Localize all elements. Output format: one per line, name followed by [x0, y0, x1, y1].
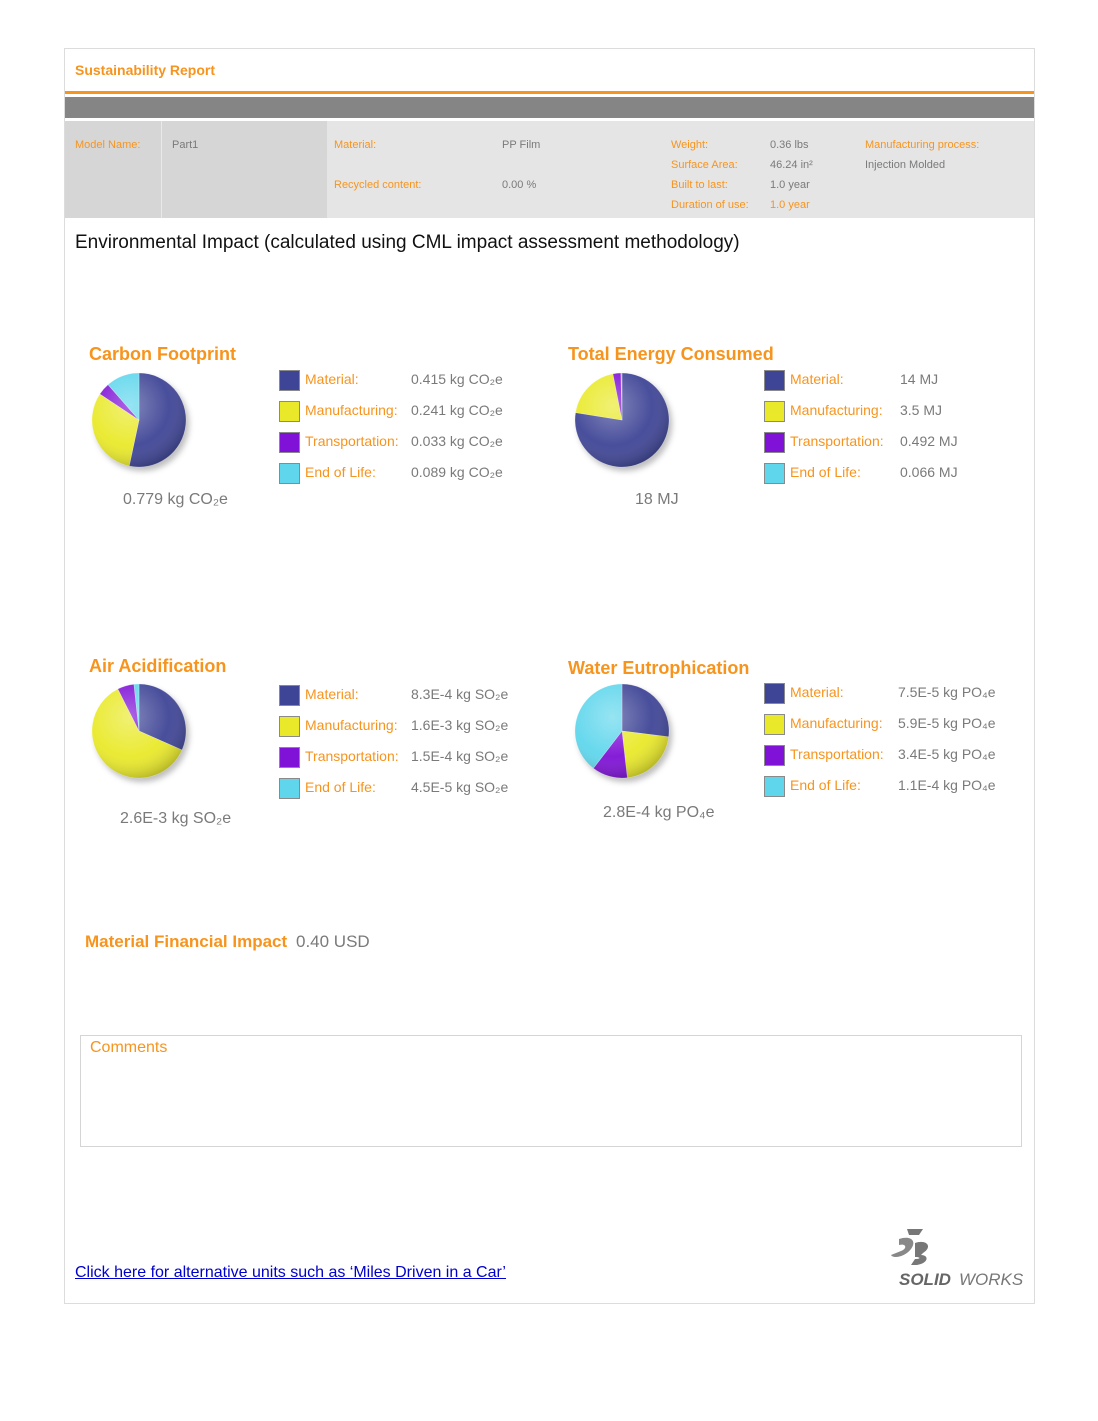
carbon-footprint-legend-row-end-of-life — [279, 463, 539, 485]
water-eutrophication-pie-gloss — [575, 684, 669, 778]
carbon-footprint-legend-value-end-of-life: 0.089 kg CO₂e — [411, 464, 503, 480]
recycled-value: 0.00 % — [502, 179, 537, 191]
model-name-block — [65, 121, 327, 218]
material-value: PP Film — [502, 139, 541, 151]
total-energy-legend-value-end-of-life: 0.066 MJ — [900, 464, 958, 480]
total-energy-legend-label-transportation: Transportation: — [790, 433, 884, 449]
air-acidification-legend-label-manufacturing: Manufacturing: — [305, 717, 398, 733]
surface-area-value: 46.24 in² — [770, 159, 813, 171]
air-acidification-legend-row-manufacturing — [279, 716, 539, 738]
material-label: Material: — [334, 139, 377, 151]
carbon-footprint-legend-label-manufacturing: Manufacturing: — [305, 402, 398, 418]
logo-text-works: WORKS — [959, 1270, 1024, 1289]
carbon-footprint-legend-value-manufacturing: 0.241 kg CO₂e — [411, 402, 503, 418]
air-acidification-legend-row-transportation — [279, 747, 539, 769]
weight-value: 0.36 lbs — [770, 139, 809, 151]
weight-label: Weight: — [671, 139, 709, 151]
air-acidification-legend-swatch-material — [279, 685, 300, 706]
air-acidification-legend-swatch-manufacturing — [279, 716, 300, 737]
water-eutrophication-legend-value-material: 7.5E-5 kg PO₄e — [898, 684, 996, 700]
alternative-units-link[interactable]: Click here for alternative units such as ‘Miles Driven in a Car’ — [75, 1264, 506, 1281]
header-bar — [65, 97, 1034, 118]
report-title: Sustainability Report — [75, 62, 216, 78]
water-eutrophication-legend-value-manufacturing: 5.9E-5 kg PO₄e — [898, 715, 996, 731]
process-value: Injection Molded — [865, 159, 946, 171]
total-energy-title: Total Energy Consumed — [568, 344, 774, 364]
air-acidification-total: 2.6E-3 kg SO₂e — [120, 810, 232, 827]
air-acidification-legend-value-transportation: 1.5E-4 kg SO₂e — [411, 748, 509, 764]
carbon-footprint-pie-gloss — [92, 373, 186, 467]
total-energy-pie-gloss — [575, 373, 669, 467]
financial-impact-label: Material Financial Impact — [85, 932, 288, 951]
air-acidification-legend-label-end-of-life: End of Life: — [305, 779, 376, 795]
built-to-last-value: 1.0 year — [770, 179, 810, 191]
comments-box[interactable] — [80, 1035, 1022, 1147]
carbon-footprint-legend-value-material: 0.415 kg CO₂e — [411, 371, 503, 387]
built-to-last-label: Built to last: — [671, 179, 728, 191]
carbon-footprint-legend-swatch-material — [279, 370, 300, 391]
water-eutrophication-legend-swatch-manufacturing — [764, 714, 785, 735]
carbon-footprint-legend-swatch-transportation — [279, 432, 300, 453]
logo-text-solid: SOLID — [899, 1270, 951, 1289]
total-energy-legend-value-manufacturing: 3.5 MJ — [900, 402, 943, 418]
water-eutrophication-legend-row-manufacturing — [764, 714, 1024, 736]
model-name-value: Part1 — [172, 139, 199, 151]
water-eutrophication-legend-swatch-end-of-life — [764, 776, 785, 797]
carbon-footprint-title: Carbon Footprint — [89, 344, 236, 364]
carbon-footprint-legend-swatch-manufacturing — [279, 401, 300, 422]
duration-value: 1.0 year — [770, 199, 810, 211]
water-eutrophication-legend-label-material: Material: — [790, 684, 844, 700]
carbon-footprint-legend-swatch-end-of-life — [279, 463, 300, 484]
water-eutrophication-legend-label-manufacturing: Manufacturing: — [790, 715, 883, 731]
total-energy-legend-value-material: 14 MJ — [900, 371, 939, 387]
total-energy-total: 18 MJ — [635, 491, 679, 508]
air-acidification-legend-label-material: Material: — [305, 686, 359, 702]
carbon-footprint-pie — [89, 370, 189, 470]
air-acidification-legend-row-end-of-life — [279, 778, 539, 800]
carbon-footprint-total: 0.779 kg CO₂e — [123, 491, 228, 508]
total-energy-legend-label-material: Material: — [790, 371, 844, 387]
air-acidification-pie-gloss — [92, 684, 186, 778]
total-energy-legend-row-transportation — [764, 432, 1024, 454]
air-acidification-pie — [89, 681, 189, 781]
water-eutrophication-legend-label-transportation: Transportation: — [790, 746, 884, 762]
water-eutrophication-legend-row-end-of-life — [764, 776, 1024, 798]
duration-label: Duration of use: — [671, 199, 749, 211]
air-acidification-legend-value-end-of-life: 4.5E-5 kg SO₂e — [411, 779, 509, 795]
water-eutrophication-legend-swatch-transportation — [764, 745, 785, 766]
water-eutrophication-total: 2.8E-4 kg PO₄e — [603, 804, 715, 821]
title-divider — [65, 91, 1034, 94]
surface-area-label: Surface Area: — [671, 159, 738, 171]
air-acidification-legend-label-transportation: Transportation: — [305, 748, 399, 764]
air-acidification-legend-swatch-transportation — [279, 747, 300, 768]
total-energy-legend-label-manufacturing: Manufacturing: — [790, 402, 883, 418]
solidworks-logo — [885, 1225, 1025, 1295]
ds-logo-icon — [885, 1225, 1025, 1295]
environmental-impact-heading: Environmental Impact (calculated using CML impact assessment methodology) — [75, 232, 740, 253]
model-name-label: Model Name: — [75, 139, 141, 151]
report-page — [64, 48, 1035, 1304]
total-energy-legend-label-end-of-life: End of Life: — [790, 464, 861, 480]
water-eutrophication-legend-swatch-material — [764, 683, 785, 704]
air-acidification-legend-value-manufacturing: 1.6E-3 kg SO₂e — [411, 717, 509, 733]
carbon-footprint-legend-label-transportation: Transportation: — [305, 433, 399, 449]
recycled-label: Recycled content: — [334, 179, 422, 191]
air-acidification-legend-value-material: 8.3E-4 kg SO₂e — [411, 686, 509, 702]
total-energy-legend-row-material — [764, 370, 1024, 392]
total-energy-legend-row-end-of-life — [764, 463, 1024, 485]
carbon-footprint-legend-label-end-of-life: End of Life: — [305, 464, 376, 480]
total-energy-legend-swatch-manufacturing — [764, 401, 785, 422]
carbon-footprint-legend-row-manufacturing — [279, 401, 539, 423]
total-energy-legend-row-manufacturing — [764, 401, 1024, 423]
total-energy-pie — [572, 370, 672, 470]
water-eutrophication-legend-label-end-of-life: End of Life: — [790, 777, 861, 793]
comments-label: Comments — [90, 1039, 168, 1056]
total-energy-legend-value-transportation: 0.492 MJ — [900, 433, 958, 449]
water-eutrophication-legend-row-material — [764, 683, 1024, 705]
process-label: Manufacturing process: — [865, 139, 980, 151]
air-acidification-title: Air Acidification — [89, 656, 227, 676]
air-acidification-legend-row-material — [279, 685, 539, 707]
water-eutrophication-pie — [572, 681, 672, 781]
total-energy-legend-swatch-transportation — [764, 432, 785, 453]
air-acidification-legend-swatch-end-of-life — [279, 778, 300, 799]
water-eutrophication-title: Water Eutrophication — [568, 658, 750, 678]
carbon-footprint-legend-row-transportation — [279, 432, 539, 454]
carbon-footprint-legend-row-material — [279, 370, 539, 392]
water-eutrophication-legend-value-end-of-life: 1.1E-4 kg PO₄e — [898, 777, 996, 793]
financial-impact-value: 0.40 USD — [296, 932, 370, 951]
water-eutrophication-legend-row-transportation — [764, 745, 1024, 767]
water-eutrophication-legend-value-transportation: 3.4E-5 kg PO₄e — [898, 746, 996, 762]
carbon-footprint-legend-label-material: Material: — [305, 371, 359, 387]
carbon-footprint-legend-value-transportation: 0.033 kg CO₂e — [411, 433, 503, 449]
model-info-panel — [65, 121, 1034, 218]
total-energy-legend-swatch-material — [764, 370, 785, 391]
total-energy-legend-swatch-end-of-life — [764, 463, 785, 484]
